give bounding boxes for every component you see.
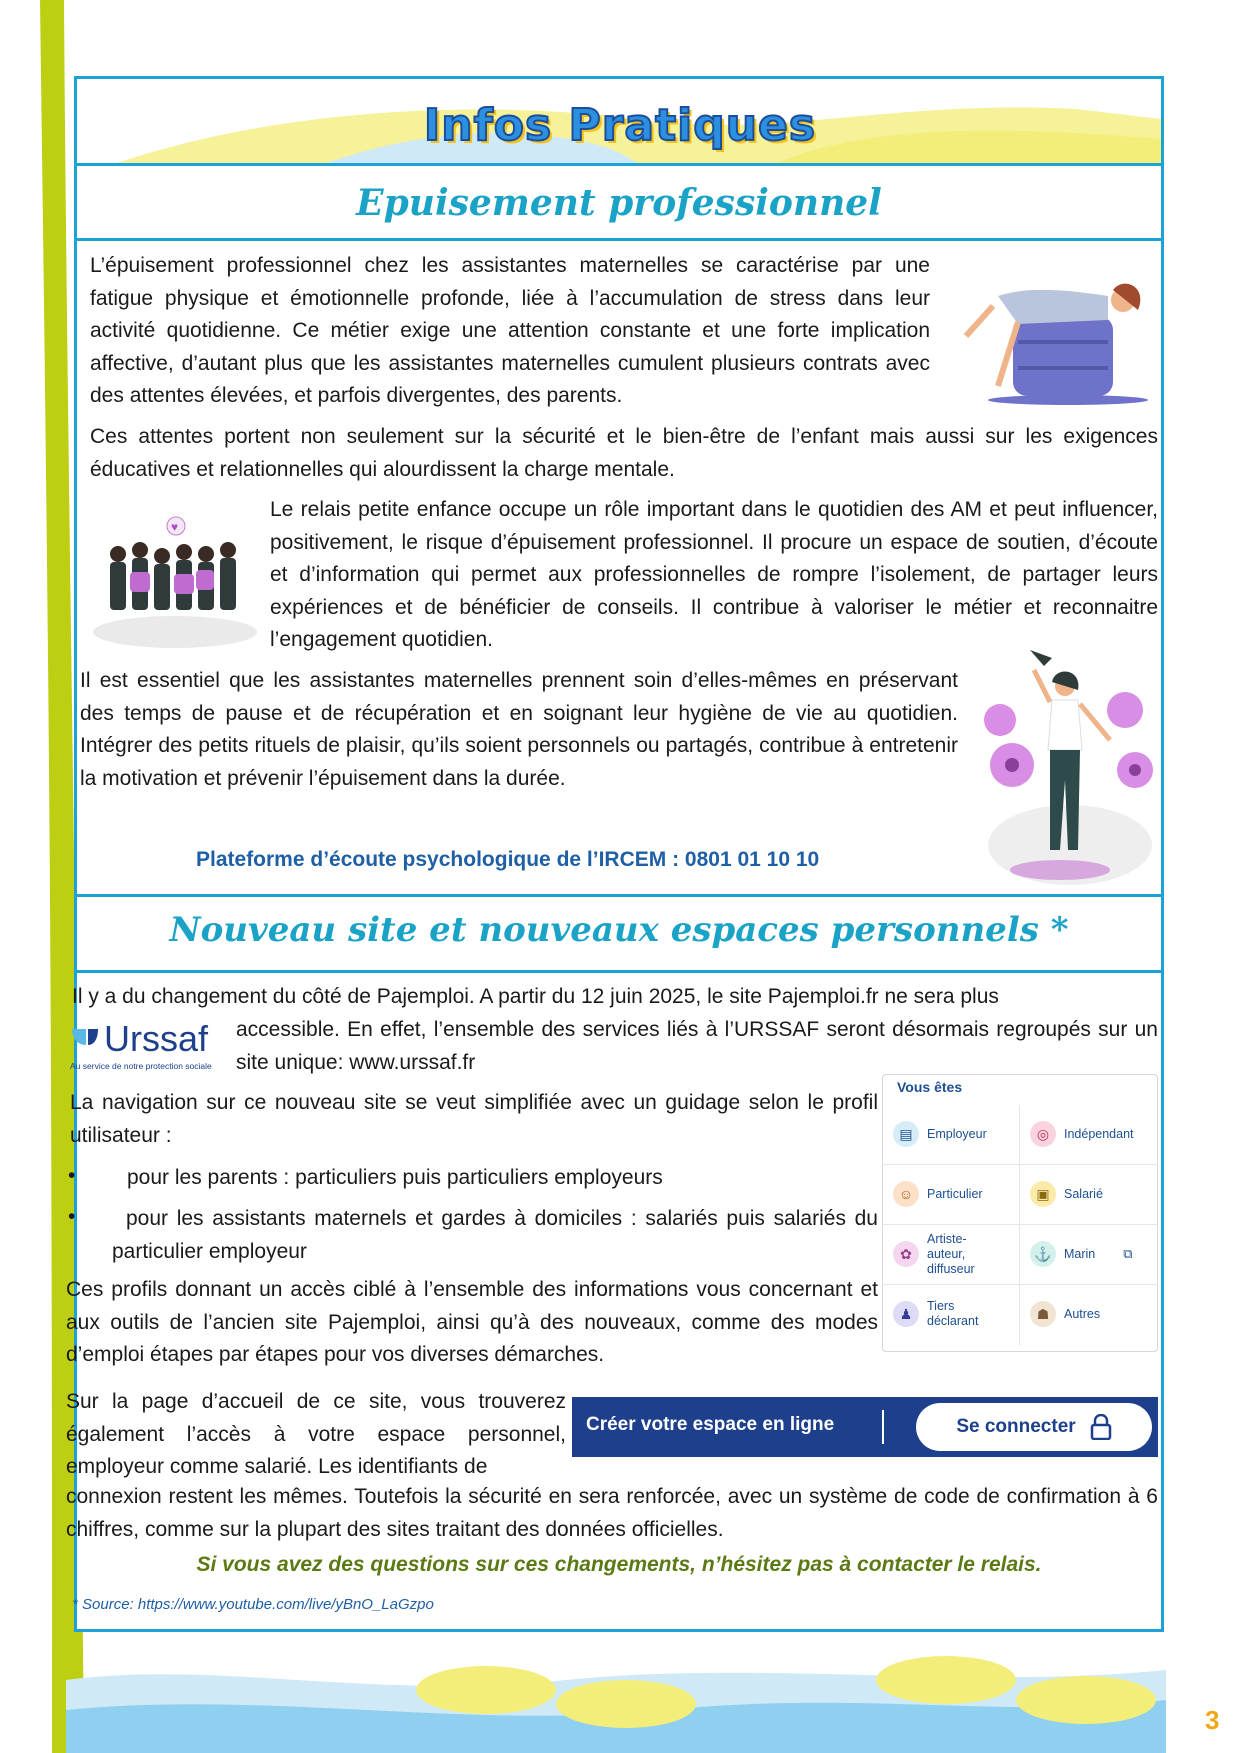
paragraph-epuisement-2: Ces attentes portent non seulement sur la sécurité et le bien-être de l’enfant mais aussi sur les exigences éducatives et relationnelles qui alourdissent la charge mentale.: [90, 425, 1158, 481]
anchor-icon: ⚓: [1030, 1241, 1056, 1267]
list-item-parents: pour les parents : particuliers puis particuliers employeurs: [127, 1166, 663, 1189]
urssaf-logo-tagline: Au service de notre protection sociale: [70, 1061, 212, 1071]
divider: [74, 238, 1164, 241]
section-title-epuisement: Epuisement professionnel: [356, 182, 882, 224]
login-button[interactable]: Se connecter: [916, 1403, 1152, 1451]
paragraph-home-top: Sur la page d’accueil de ce site, vous trouverez également l’accès à votre espace personnel, employeur comme salarié. Les identifiants de: [66, 1390, 566, 1478]
profile-artiste[interactable]: ✿ Artiste-auteur, diffuseur: [883, 1224, 1019, 1284]
source-note: * Source: https://www.youtube.com/live/yBnO_LaGzpo: [72, 1596, 434, 1613]
group-icon: ☗: [1030, 1301, 1056, 1327]
self-care-woman-illustration: [960, 640, 1160, 890]
profile-tiers-declarant[interactable]: ♟ Tiers déclarant: [883, 1284, 1019, 1344]
profile-autres[interactable]: ☗ Autres: [1020, 1284, 1156, 1344]
page-number: 3: [1205, 1705, 1220, 1735]
paragraph-epuisement-4: Il est essentiel que les assistantes maternelles prennent soin d’elles-mêmes en préservant des temps de pause et de récupération et en soignant leur hygiène de vie au quotidien. Intégrer des petits rituels de plaisir, qu’ils soient personnels ou partagés, contribue à entretenir la motivation et prévenir l’épuisement dans la durée.: [80, 669, 958, 790]
urssaf-logo-name: Urssaf: [104, 1018, 209, 1059]
profiles-widget-title: Vous êtes: [897, 1079, 963, 1095]
profile-marin[interactable]: ⚓ Marin ⧉: [1020, 1224, 1156, 1284]
profile-particulier[interactable]: ☺ Particulier: [883, 1164, 1019, 1224]
paragraph-epuisement-3: Le relais petite enfance occupe un rôle important dans le quotidien des AM et peut influencer, positivement, le risque d’épuisement professionnel. Il procure un espace de soutien, d’écoute et d’information qui permet aux professionnelles de rompre l’isolement, de partager leurs expériences et de bénéficier de conseils. Il contribue à valoriser le métier et reconnaitre l’engagement quotidien.: [270, 498, 1158, 651]
profile-employeur[interactable]: ▤ Employeur: [883, 1104, 1019, 1164]
divider: [74, 894, 1164, 897]
user-icon: ♟: [893, 1301, 919, 1327]
profile-independant[interactable]: ◎ Indépendant: [1020, 1104, 1156, 1164]
create-account-link[interactable]: Créer votre espace en ligne: [586, 1414, 835, 1435]
profile-salarie[interactable]: ▣ Salarié: [1020, 1164, 1156, 1224]
paragraph-profiles: Ces profils donnant un accès ciblé à l’ensemble des informations vous concernant et aux outils de l’ancien site Pajemploi, ainsi qu’à des nouveaux, comme des modes d’emploi étapes par étapes pour vos diverses démarches.: [66, 1278, 878, 1366]
briefcase-icon: ▣: [1030, 1181, 1056, 1207]
paragraph-navigation: La navigation sur ce nouveau site se veut simplifiée avec un guidage selon le profil utilisateur :: [70, 1091, 878, 1147]
fingerprint-icon: ◎: [1030, 1121, 1056, 1147]
paragraph-intro-line1: Il y a du changement du côté de Pajemploi. A partir du 12 juin 2025, le site Pajemploi.fr ne sera plus: [72, 985, 999, 1008]
tired-woman-illustration: [958, 276, 1148, 406]
face-icon: ☺: [893, 1181, 919, 1207]
external-link-icon: ⧉: [1123, 1246, 1133, 1261]
bullet-icon: •: [68, 1205, 76, 1228]
svg-text:♥: ♥: [171, 520, 179, 534]
palette-icon: ✿: [893, 1241, 919, 1267]
banner-separator: [882, 1410, 884, 1444]
account-banner: [572, 1397, 1158, 1457]
divider: [74, 163, 1164, 166]
lock-icon: [1090, 1414, 1112, 1440]
building-icon: ▤: [893, 1121, 919, 1147]
page-title: Infos Pratiques: [423, 100, 817, 151]
closing-message: Si vous avez des questions sur ces changements, n’hésitez pas à contacter le relais.: [196, 1553, 1042, 1576]
paragraph-home-bottom: connexion restent les mêmes. Toutefois la sécurité en sera renforcée, avec un système de code de confirmation à 6 chiffres, comme sur la plupart des sites traitant des données officielles.: [66, 1485, 1158, 1541]
footer-footprints-decoration: [66, 1640, 1166, 1753]
divider: [74, 970, 1164, 973]
section-title-nouveau-site: Nouveau site et nouveaux espaces personnels *: [169, 910, 1069, 950]
group-hug-illustration: [90, 500, 260, 650]
list-item-assistants: pour les assistants maternels et gardes à domiciles : salariés puis salariés du particulier employeur: [112, 1207, 878, 1263]
paragraph-epuisement-1: L’épuisement professionnel chez les assistantes maternelles se caractérise par une fatigue physique et émotionnelle profonde, liée à l’accumulation de stress dans leur activité quotidienne. Ce métier exige une attention constante et une forte implication affective, d’autant plus que les assistantes maternelles cumulent plusieurs contrats avec des attentes élevées, et parfois divergentes, des parents.: [90, 254, 930, 407]
profiles-widget: [882, 1074, 1158, 1352]
bullet-icon: •: [68, 1164, 76, 1187]
paragraph-intro-rest: accessible. En effet, l’ensemble des services liés à l’URSSAF seront désormais regroupés sur un site unique: www.urssaf.fr: [236, 1018, 1158, 1074]
phone-line-ircem: Plateforme d’écoute psychologique de l’IRCEM : 0801 01 10 10: [196, 848, 820, 871]
